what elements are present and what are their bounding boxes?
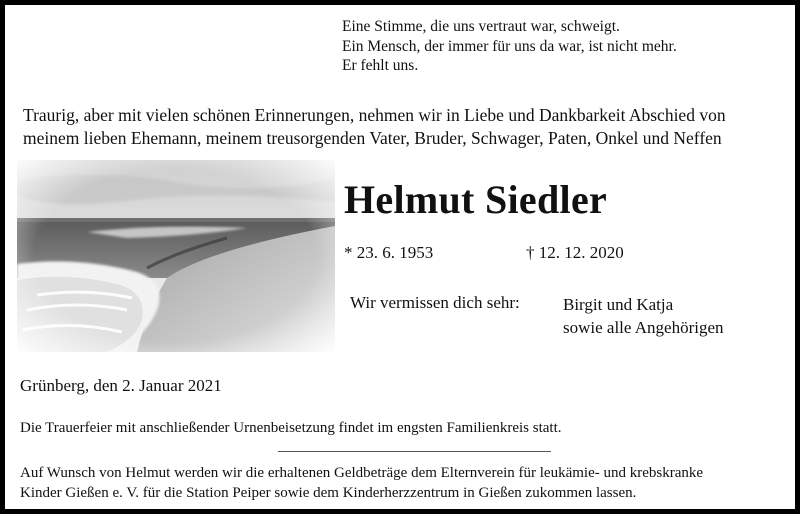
place-date: Grünberg, den 2. Januar 2021 bbox=[20, 376, 222, 395]
poem-line: Ein Mensch, der immer für uns da war, ist nicht mehr. bbox=[342, 37, 677, 55]
poem-line: Er fehlt uns. bbox=[342, 57, 419, 74]
donation-line: Kinder Gießen e. V. für die Station Peiper sowie dem Kinderherzzentrum in Gießen zukommen lassen. bbox=[20, 485, 637, 501]
intro-line: Traurig, aber mit vielen schönen Erinnerungen, nehmen wir in Liebe und Dankbarkeit Abschied von bbox=[23, 105, 726, 125]
miss-text: Wir vermissen dich sehr: bbox=[350, 293, 520, 312]
birth-date: * 23. 6. 1953 bbox=[344, 243, 434, 262]
family-line: Birgit und Katja bbox=[563, 295, 674, 314]
family-signature bbox=[563, 293, 724, 339]
obituary-notice bbox=[5, 5, 795, 509]
family-line: sowie alle Angehörigen bbox=[563, 318, 724, 337]
death-date: † 12. 12. 2020 bbox=[526, 243, 624, 262]
intro-line: meinem lieben Ehemann, meinem treusorgenden Vater, Bruder, Schwager, Paten, Onkel und Neffen bbox=[23, 128, 722, 148]
divider bbox=[278, 451, 551, 452]
donation-line: Auf Wunsch von Helmut werden wir die erhaltenen Geldbeträge dem Elternverein für leukämie- und krebskranke bbox=[20, 465, 704, 481]
intro-text bbox=[23, 104, 726, 150]
funeral-note: Die Trauerfeier mit anschließender Urnenbeisetzung findet im engsten Familienkreis statt. bbox=[20, 420, 562, 436]
poem bbox=[342, 17, 677, 76]
donation-note bbox=[20, 463, 703, 503]
beach-waves-image bbox=[17, 160, 335, 352]
poem-line: Eine Stimme, die uns vertraut war, schweigt. bbox=[342, 18, 620, 35]
deceased-name: Helmut Siedler bbox=[344, 177, 608, 222]
